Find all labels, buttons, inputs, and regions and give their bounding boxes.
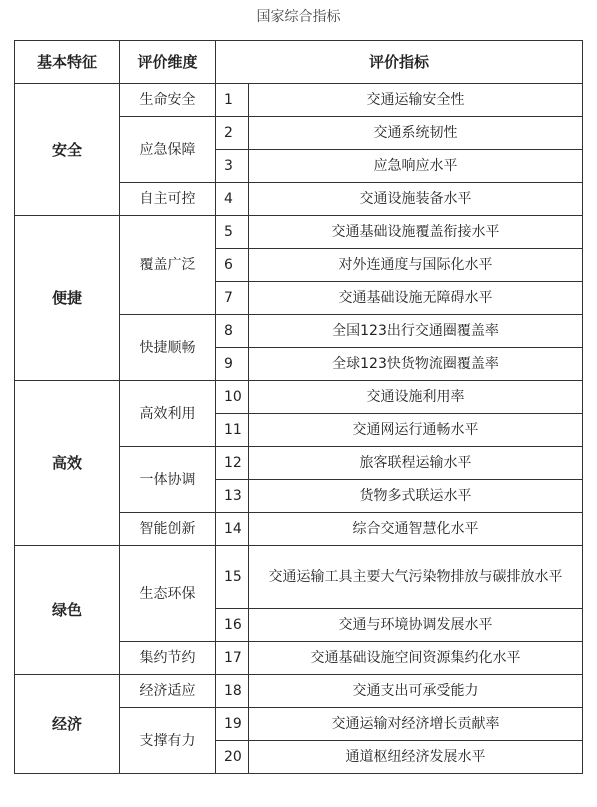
- indicator-number: 8: [216, 315, 249, 348]
- feature-cell: 便捷: [15, 216, 120, 381]
- indicator-text: 交通基础设施覆盖衔接水平: [249, 216, 583, 249]
- indicator-text: 综合交通智慧化水平: [249, 513, 583, 546]
- dimension-cell: 支撑有力: [120, 708, 216, 774]
- indicator-number: 19: [216, 708, 249, 741]
- indicator-number: 13: [216, 480, 249, 513]
- header-dimension: 评价维度: [120, 41, 216, 84]
- indicator-text: 应急响应水平: [249, 150, 583, 183]
- indicator-table: [14, 40, 583, 774]
- dimension-cell: 高效利用: [120, 381, 216, 447]
- dimension-cell: 快捷顺畅: [120, 315, 216, 381]
- indicator-number: 11: [216, 414, 249, 447]
- indicator-number: 3: [216, 150, 249, 183]
- table-row: [15, 546, 583, 609]
- indicator-text: 旅客联程运输水平: [249, 447, 583, 480]
- indicator-text: 全球123快货物流圈覆盖率: [249, 348, 583, 381]
- dimension-cell: 经济适应: [120, 675, 216, 708]
- indicator-text: 全国123出行交通圈覆盖率: [249, 315, 583, 348]
- header-row: [15, 41, 583, 84]
- indicator-text: 通道枢纽经济发展水平: [249, 741, 583, 774]
- indicator-text: 交通系统韧性: [249, 117, 583, 150]
- dimension-cell: 生态环保: [120, 546, 216, 642]
- indicator-number: 1: [216, 84, 249, 117]
- dimension-cell: 集约节约: [120, 642, 216, 675]
- indicator-text: 交通支出可承受能力: [249, 675, 583, 708]
- indicator-text: 交通基础设施无障碍水平: [249, 282, 583, 315]
- indicator-number: 20: [216, 741, 249, 774]
- indicator-text: 货物多式联运水平: [249, 480, 583, 513]
- indicator-number: 7: [216, 282, 249, 315]
- indicator-text: 交通设施装备水平: [249, 183, 583, 216]
- indicator-text: 交通基础设施空间资源集约化水平: [249, 642, 583, 675]
- indicator-number: 14: [216, 513, 249, 546]
- indicator-number: 2: [216, 117, 249, 150]
- feature-cell: 高效: [15, 381, 120, 546]
- table-row: [15, 216, 583, 249]
- indicator-text: 交通运输工具主要大气污染物排放与碳排放水平: [249, 546, 583, 609]
- feature-cell: 经济: [15, 675, 120, 774]
- indicator-number: 6: [216, 249, 249, 282]
- table-row: [15, 84, 583, 117]
- table-row: [15, 675, 583, 708]
- dimension-cell: 覆盖广泛: [120, 216, 216, 315]
- indicator-text: 交通与环境协调发展水平: [249, 609, 583, 642]
- indicator-number: 10: [216, 381, 249, 414]
- indicator-number: 17: [216, 642, 249, 675]
- header-indicator: 评价指标: [216, 41, 583, 84]
- indicator-text: 对外连通度与国际化水平: [249, 249, 583, 282]
- indicator-number: 9: [216, 348, 249, 381]
- indicator-number: 16: [216, 609, 249, 642]
- indicator-number: 4: [216, 183, 249, 216]
- indicator-text: 交通运输安全性: [249, 84, 583, 117]
- feature-cell: 安全: [15, 84, 120, 216]
- indicator-number: 15: [216, 546, 249, 609]
- indicator-number: 12: [216, 447, 249, 480]
- indicator-number: 18: [216, 675, 249, 708]
- table-body: [15, 84, 583, 774]
- dimension-cell: 应急保障: [120, 117, 216, 183]
- table-caption: 国家综合指标: [256, 9, 341, 25]
- dimension-cell: 生命安全: [120, 84, 216, 117]
- indicator-text: 交通网运行通畅水平: [249, 414, 583, 447]
- dimension-cell: 智能创新: [120, 513, 216, 546]
- indicator-number: 5: [216, 216, 249, 249]
- table-row: [15, 381, 583, 414]
- indicator-text: 交通设施利用率: [249, 381, 583, 414]
- indicator-text: 交通运输对经济增长贡献率: [249, 708, 583, 741]
- header-feature: 基本特征: [15, 41, 120, 84]
- dimension-cell: 自主可控: [120, 183, 216, 216]
- dimension-cell: 一体协调: [120, 447, 216, 513]
- feature-cell: 绿色: [15, 546, 120, 675]
